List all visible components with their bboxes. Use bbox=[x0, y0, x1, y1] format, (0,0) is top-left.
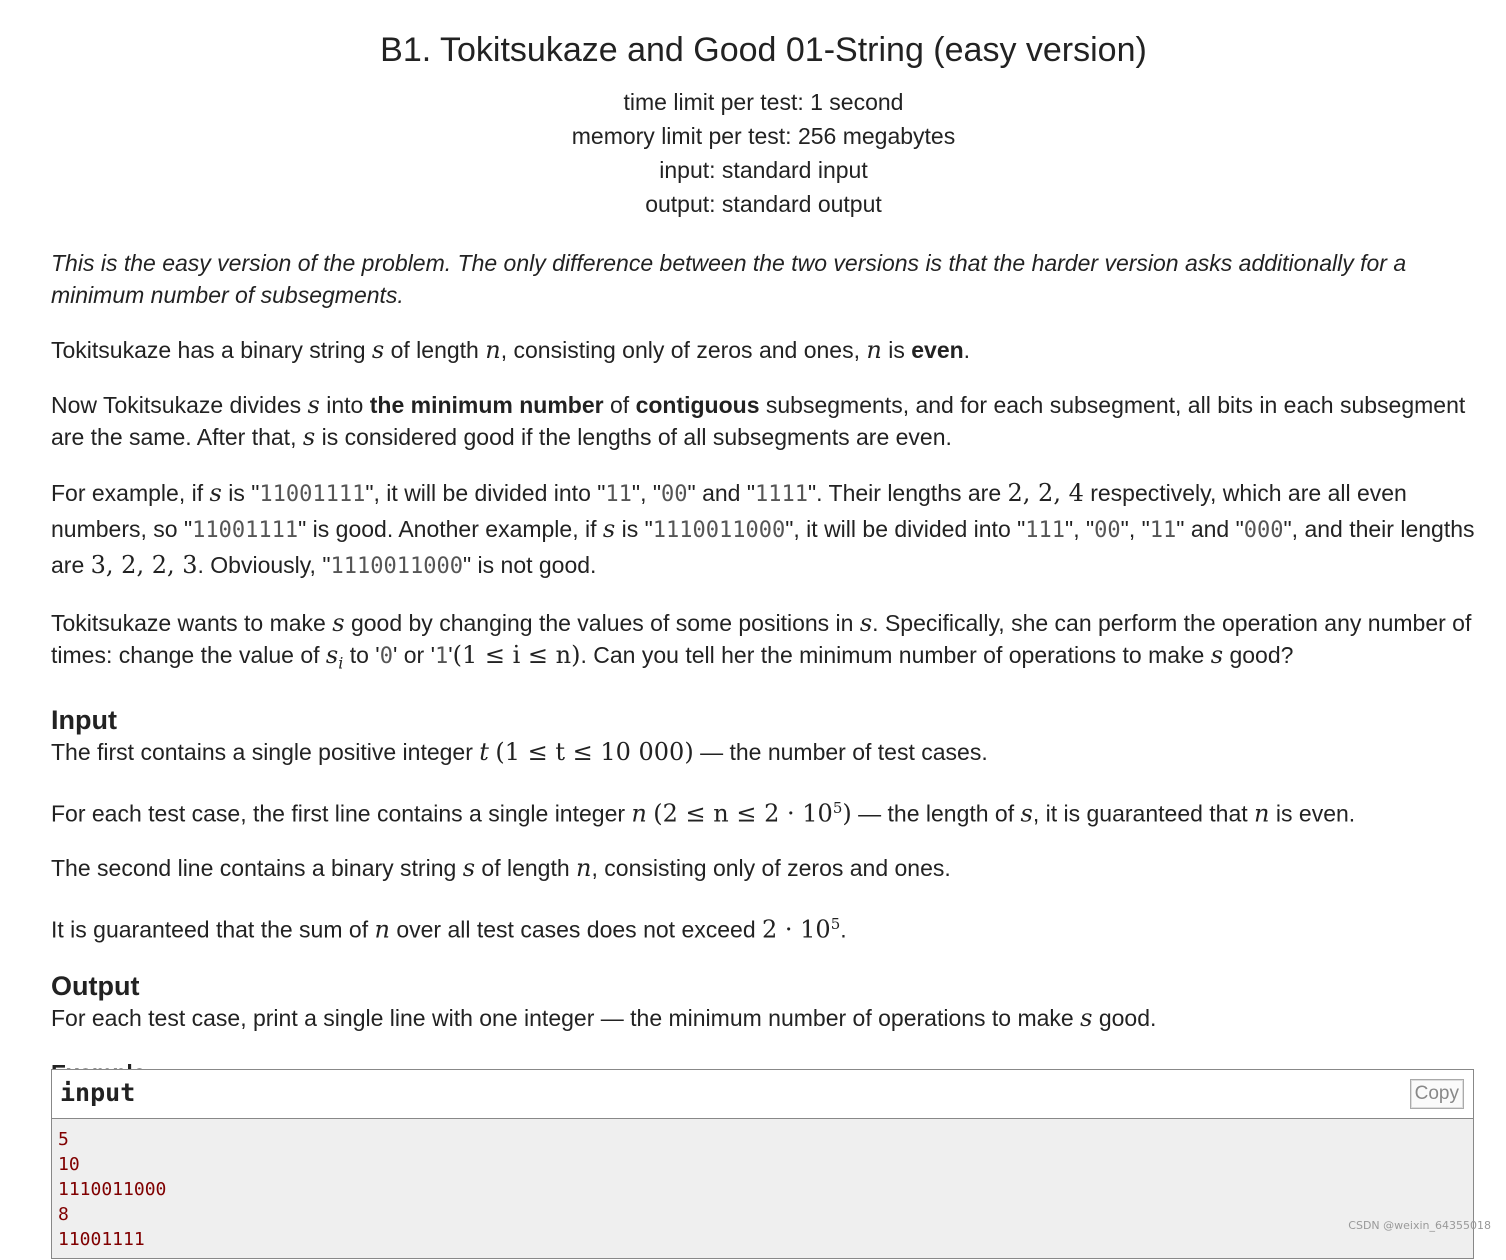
input-paragraph-4: It is guaranteed that the sum of n over all test cases does not exceed $2 \cdot 10^5$. bbox=[51, 915, 847, 944]
sample-line: 11001111 bbox=[58, 1229, 145, 1250]
statement-paragraph-2: Now Tokitsukaze divides s into the minimum number of contiguous subsegments, and for each subsegment, all bits in each subsegment are the same. After that, s is considered good if the lengths of all subsegments are even. bbox=[51, 391, 1466, 451]
sample-line: 1110011000 bbox=[58, 1179, 167, 1200]
input-section-title: Input bbox=[51, 704, 117, 735]
sample-input-label: input bbox=[60, 1078, 136, 1107]
limits-block bbox=[51, 85, 1476, 221]
memory-limit: memory limit per test: 256 megabytes bbox=[571, 123, 956, 149]
sample-line: 10 bbox=[58, 1154, 80, 1175]
sample-input-box bbox=[51, 1069, 1474, 1259]
statement-paragraph-3: For example, if s is "11001111", it will be divided into "11", "00" and "1111". Their lengths are 2, 2, 4 respectively, which are all even numbers, so "11001111" is good. Another example, if s is "1110011000", it will be divided into "111", "00", "11" and "000", and their lengths are 3, 2, 2, 3. Obviously, "1110011000" is not good. bbox=[51, 479, 1475, 579]
input-paragraph-1: The first contains a single positive integer t (1 ≤ t ≤ 10 000) — the number of test cases. bbox=[51, 737, 988, 766]
version-note: This is the easy version of the problem. The only difference between the two versions is that the harder version asks additionally for a minimum number of subsegments. bbox=[51, 250, 1407, 308]
problem-title: B1. Tokitsukaze and Good 01-String (easy version) bbox=[380, 31, 1147, 69]
statement-paragraph-4: Tokitsukaze wants to make s good by changing the values of some positions in s. Specifically, she can perform the operation any number of times: change the value of $s_i$ to '0' or '1'(1 ≤ i ≤ n). Can you tell her the minimum number of operations to make s good? bbox=[51, 609, 1472, 673]
input-paragraph-3: The second line contains a binary string s of length n, consisting only of zeros and ones. bbox=[51, 854, 951, 883]
input-paragraph-2: For each test case, the first line contains a single integer n $(2 \le n \le 2 \cdot 10^5)$ — the length of s, it is guaranteed that n is even. bbox=[51, 798, 1356, 828]
time-limit: time limit per test: 1 second bbox=[623, 89, 904, 115]
copy-button[interactable]: Copy bbox=[1410, 1079, 1464, 1109]
sample-input-content bbox=[52, 1119, 1473, 1260]
sample-line: 5 bbox=[58, 1129, 69, 1150]
sample-input-header bbox=[52, 1070, 1473, 1119]
output-section-title: Output bbox=[51, 970, 140, 1001]
sample-line: 8 bbox=[58, 1204, 69, 1225]
output-paragraph-1: For each test case, print a single line with one integer — the minimum number of operations to make s good. bbox=[51, 1003, 1157, 1032]
watermark: CSDN @weixin_64355018 bbox=[1348, 1219, 1491, 1232]
input-spec: input: standard input bbox=[659, 157, 868, 183]
problem-page bbox=[51, 0, 1476, 1088]
output-spec: output: standard output bbox=[645, 191, 882, 217]
statement-paragraph-1: Tokitsukaze has a binary string s of length n, consisting only of zeros and ones, n is even. bbox=[51, 336, 971, 364]
